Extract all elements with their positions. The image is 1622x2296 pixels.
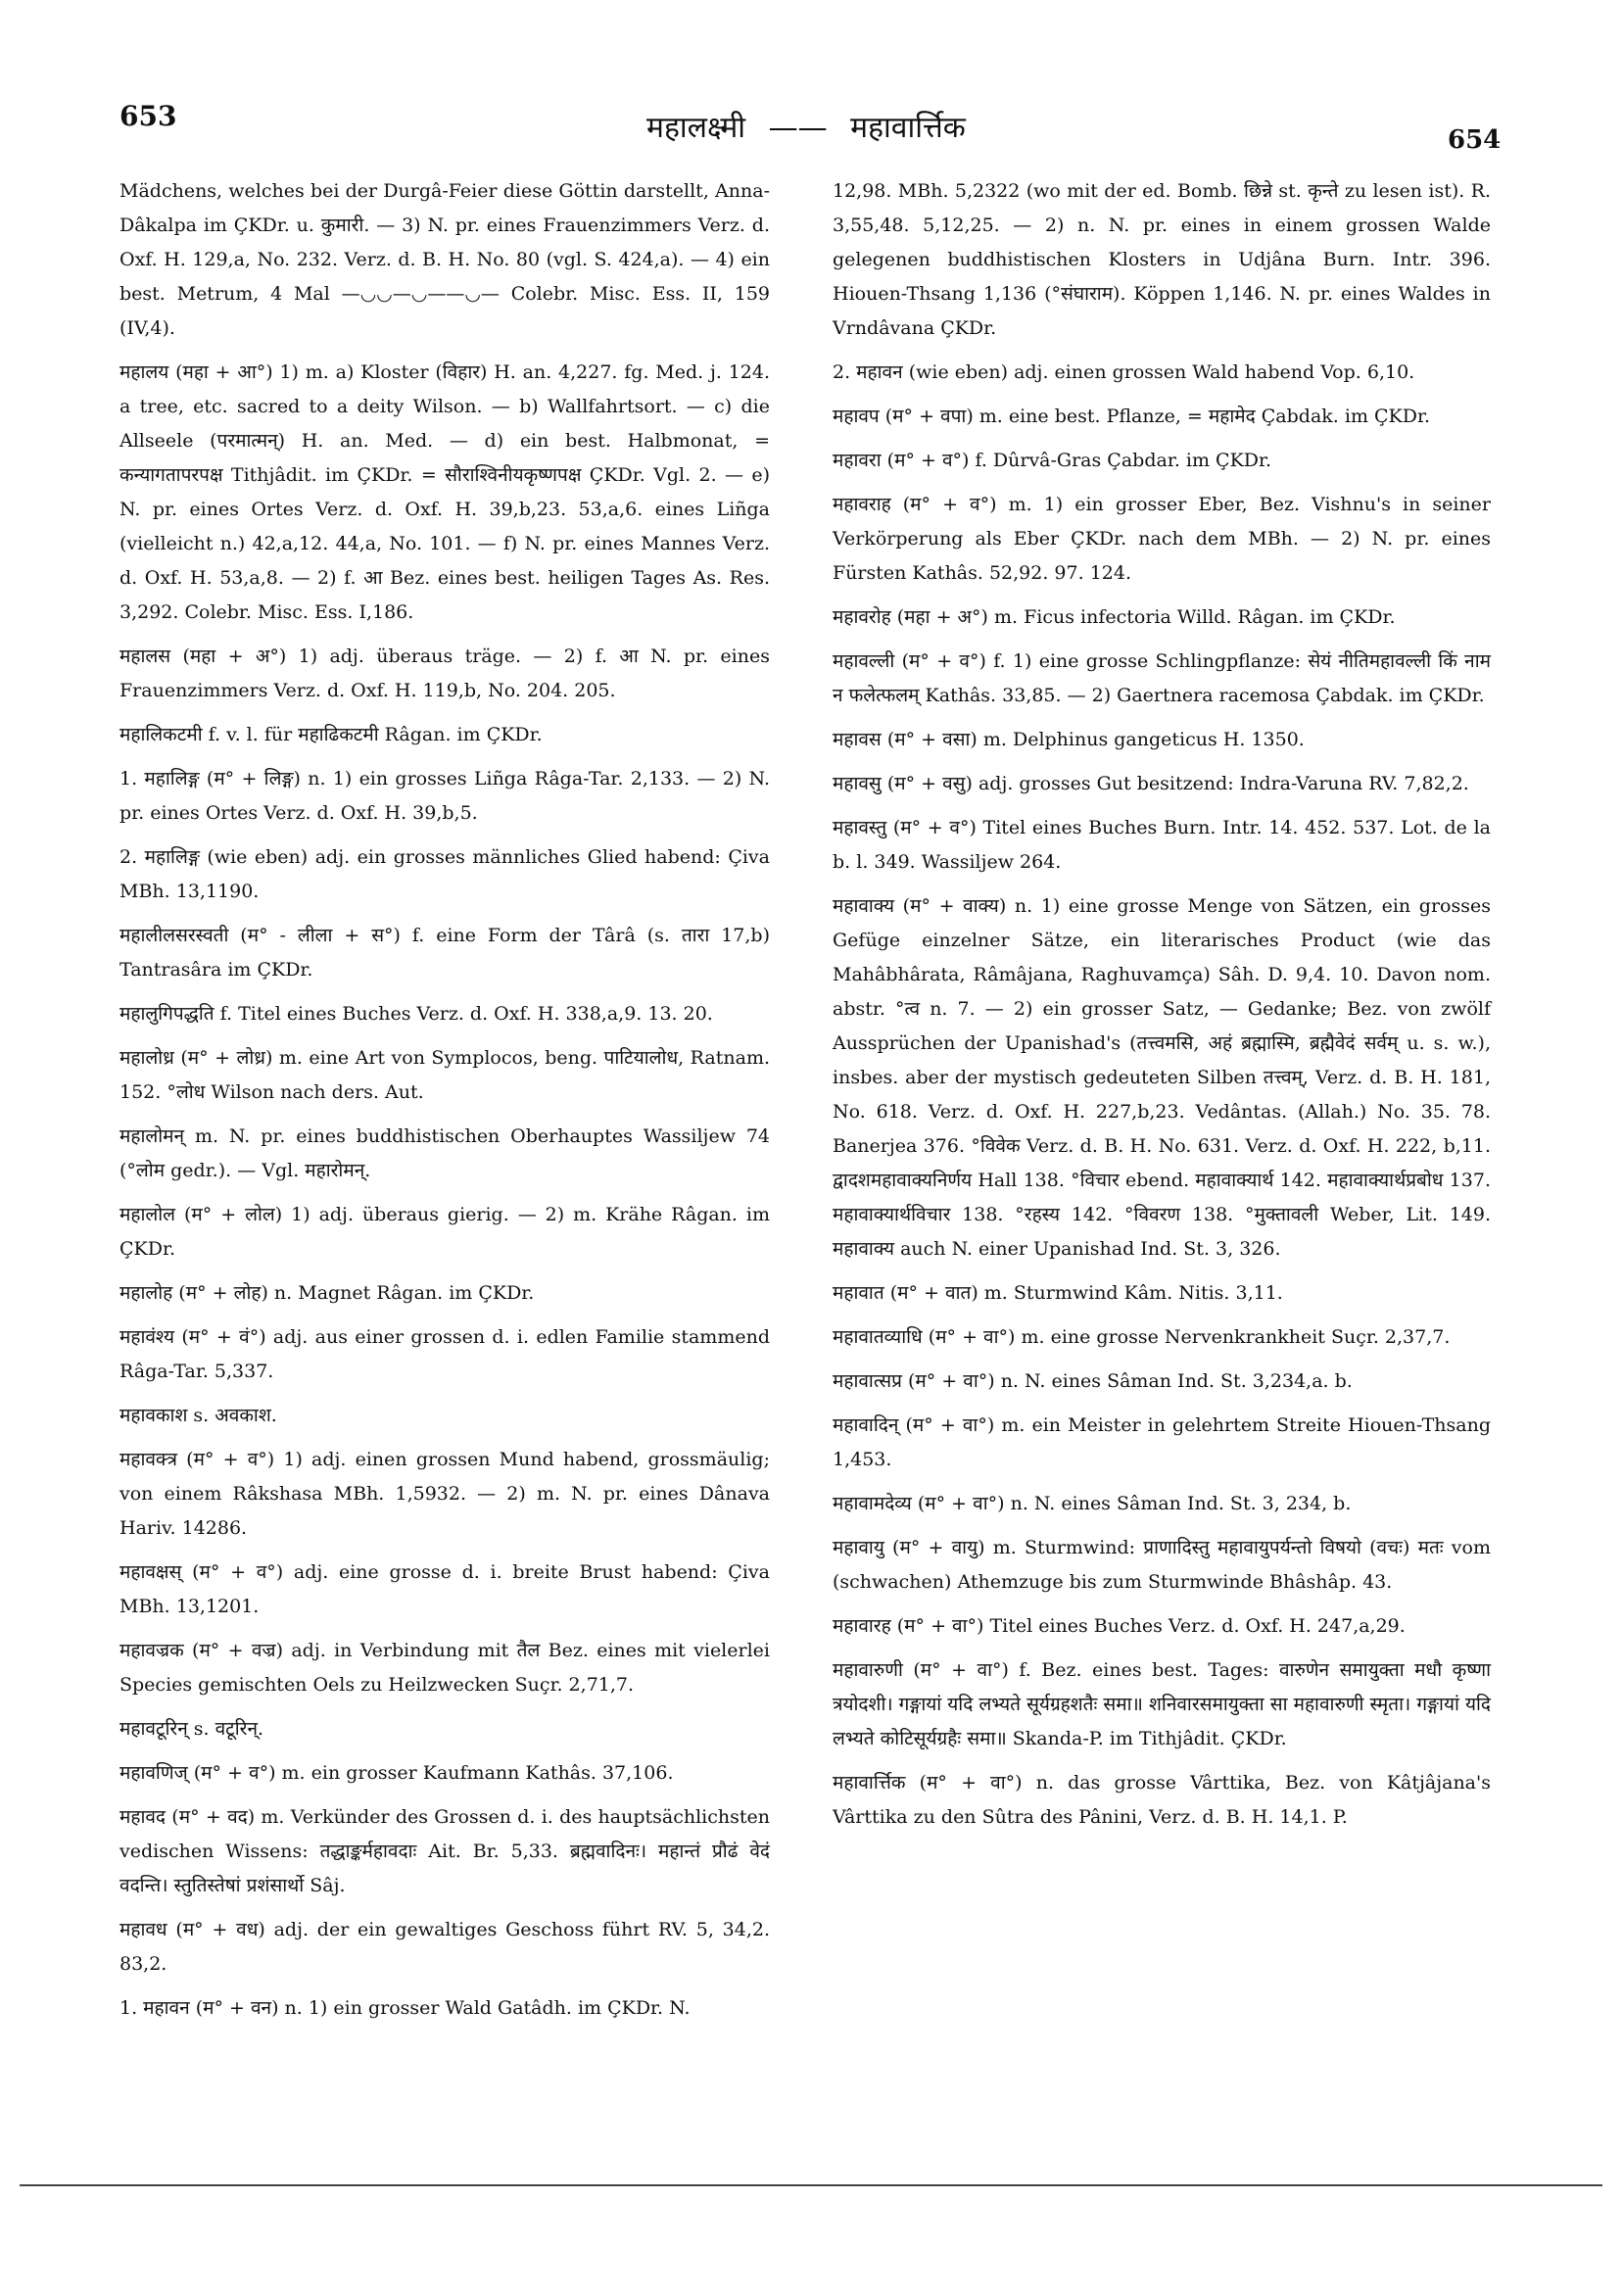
- dictionary-entry: महालोमन् m. N. pr. eines buddhistischen Oberhauptes Wassiljew 74 (°लोम gedr.). — Vgl. महारोमन्.: [119, 1125, 770, 1181]
- dictionary-entry: महावस्तु (म° + व°) Titel eines Buches Burn. Intr. 14. 452. 537. Lot. de la b. l. 349. Wassiljew 264.: [833, 817, 1491, 873]
- dictionary-entry: महावध (म° + वध) adj. der ein gewaltiges Geschoss führt RV. 5, 34,2. 83,2.: [119, 1919, 770, 1975]
- title-left-word: महालक्ष्मी: [646, 111, 746, 145]
- dictionary-entry: महावारह (म° + वा°) Titel eines Buches Verz. d. Oxf. H. 247,a,29.: [833, 1615, 1406, 1637]
- dictionary-entry: महालय (महा + आ°) 1) m. a) Kloster (विहार) H. an. 4,227. fg. Med. j. 124. a tree, etc. sacred to a deity Wilson. — b) Wallfahrtsort. — c) die Allseele (परमात्मन्) H. an. Med. — d) ein best. Halbmonat, = कन्यागतापरपक्ष Tithjâdit. im ÇKDr. = सौराश्विनीयकृष्णपक्ष ÇKDr. Vgl. 2. — e) N. pr. eines Ortes Verz. d. Oxf. H. 39,b,23. 53,a,6. eines Liñga (vielleicht n.) 42,a,12. 44,a, No. 101. — f) N. pr. eines Mannes Verz. d. Oxf. H. 53,a,8. — 2) f. आ Bez. eines best. heiligen Tages As. Res. 3,292. Colebr. Misc. Ess. I,186.: [119, 361, 770, 623]
- dictionary-entry: महावज्रक (म° + वज्र) adj. in Verbindung mit तैल Bez. eines mit vielerlei Species gemischten Oels zu Heilzwecken Suçr. 2,71,7.: [119, 1640, 770, 1696]
- dictionary-entry: महावायु (म° + वायु) m. Sturmwind: प्राणादिस्तु महावायुपर्यन्तो विषयो (वचः) मतः vom (schwachen) Athemzuge bis zum Sturmwinde Bhâshâp. 43.: [833, 1537, 1491, 1593]
- dictionary-entry: 2. महावन (wie eben) adj. einen grossen Wald habend Vop. 6,10.: [833, 361, 1415, 383]
- right-column: [833, 174, 1491, 1844]
- dictionary-entry: महावात (म° + वात) m. Sturmwind Kâm. Nitis. 3,11.: [833, 1282, 1283, 1304]
- dictionary-entry: महावरोह (महा + अ°) m. Ficus infectoria Willd. Râgan. im ÇKDr.: [833, 606, 1396, 628]
- left-column: [119, 174, 770, 2035]
- dictionary-entry: Mädchens, welches bei der Durgâ-Feier diese Göttin darstellt, Anna-Dâkalpa im ÇKDr. u. कुमारी. — 3) N. pr. eines Frauenzimmers Verz. d. Oxf. H. 129,a, No. 232. Verz. d. B. H. No. 80 (vgl. S. 424,a). — 4) ein best. Metrum, 4 Mal —◡◡—◡——◡— Colebr. Misc. Ess. II, 159 (IV,4).: [119, 180, 770, 339]
- dictionary-entry: महावणिज् (म° + व°) m. ein grosser Kaufmann Kathâs. 37,106.: [119, 1762, 674, 1784]
- dictionary-entry: महावक्त्र (म° + व°) 1) adj. einen grossen Mund habend, grossmäulig; von einem Râkshasa MBh. 1,5932. — 2) m. N. pr. eines Dânava Hariv. 14286.: [119, 1449, 770, 1539]
- dictionary-entry: महावल्ली (म° + व°) f. 1) eine grosse Schlingpflanze: सेयं नीतिमहावल्ली किं नाम न फलेत्फलम् Kathâs. 33,85. — 2) Gaertnera racemosa Çabdak. im ÇKDr.: [833, 650, 1491, 706]
- dictionary-entry: महालोध्र (म° + लोध्र) m. eine Art von Symplocos, beng. पाटियालोध, Ratnam. 152. °लोध Wilson nach ders. Aut.: [119, 1047, 770, 1103]
- dictionary-entry: महावस (म° + वसा) m. Delphinus gangeticus H. 1350.: [833, 729, 1305, 750]
- dictionary-entry: महावरा (म° + व°) f. Dûrvâ-Gras Çabdar. im ÇKDr.: [833, 450, 1272, 471]
- dictionary-entry: महावंश्य (म° + वं°) adj. aus einer grossen d. i. edlen Familie stammend Râga-Tar. 5,337.: [119, 1326, 770, 1382]
- dictionary-entry: महालुगिपद्धति f. Titel eines Buches Verz. d. Oxf. H. 338,a,9. 13. 20.: [119, 1003, 713, 1025]
- dictionary-entry: महावातव्याधि (म° + वा°) m. eine grosse Nervenkrankheit Suçr. 2,37,7.: [833, 1326, 1451, 1348]
- page-header: [0, 0, 1622, 155]
- dictionary-entry: महावामदेव्य (म° + वा°) n. N. eines Sâman Ind. St. 3, 234, b.: [833, 1493, 1352, 1514]
- dictionary-entry: महावप (म° + वपा) m. eine best. Pflanze, = महामेद Çabdak. im ÇKDr.: [833, 406, 1430, 427]
- dictionary-entry: महालिकटमी f. v. l. für महाढिकटमी Râgan. im ÇKDr.: [119, 724, 543, 745]
- dictionary-entry: 2. महालिङ्ग (wie eben) adj. ein grosses männliches Glied habend: Çiva MBh. 13,1190.: [119, 846, 770, 902]
- dictionary-entry: महावक्षस् (म° + व°) adj. eine grosse d. i. breite Brust habend: Çiva MBh. 13,1201.: [119, 1561, 770, 1617]
- dictionary-entry: 12,98. MBh. 5,2322 (wo mit der ed. Bomb. छिन्ने st. कृन्ते zu lesen ist). R. 3,55,48. 5,12,25. — 2) n. N. pr. eines in einem grossen Walde gelegenen buddhistischen Klosters in Udjâna Burn. Intr. 396. Hiouen-Thsang 1,136 (°संघाराम). Köppen 1,146. N. pr. eines Waldes in Vrndâvana ÇKDr.: [833, 180, 1491, 339]
- dictionary-entry: महावद (म° + वद) m. Verkünder des Grossen d. i. des hauptsächlichsten vedischen Wissens: तद्धाङ्कर्महावदाः Ait. Br. 5,33. ब्रह्मवादिनः। महान्तं प्रौढं वेदं वदन्ति। स्तुतिस्तेषां प्रशंसार्थो Sâj.: [119, 1806, 770, 1896]
- dictionary-entry: महावारुणी (म° + वा°) f. Bez. eines best. Tages: वारुणेन समायुक्ता मधौ कृष्णा त्रयोदशी। गङ्गायां यदि लभ्यते सूर्यग्रहशतैः समा॥ शनिवारसमायुक्ता सा महावारुणी स्मृता। गङ्गायां यदि लभ्यते कोटिसूर्यग्रहैः समा॥ Skanda-P. im Tithjâdit. ÇKDr.: [833, 1659, 1491, 1749]
- page-number-left: 653: [119, 100, 177, 132]
- title-right-word: महावार्त्तिक: [850, 111, 966, 145]
- dictionary-entry: महालोह (म° + लोह) n. Magnet Râgan. im ÇKDr.: [119, 1282, 535, 1304]
- title-dash: ——: [768, 111, 828, 145]
- dictionary-entry: महावात्सप्र (म° + वा°) n. N. eines Sâman Ind. St. 3,234,a. b.: [833, 1370, 1353, 1392]
- page-number-right: 654: [1448, 125, 1502, 155]
- dictionary-entry: महालीलसरस्वती (म° - लीला + स°) f. eine Form der Târâ (s. तारा 17,b) Tantrasâra im ÇKDr.: [119, 925, 770, 981]
- dictionary-entry: महावसु (म° + वसु) adj. grosses Gut besitzend: Indra-Varuna RV. 7,82,2.: [833, 773, 1469, 794]
- dictionary-entry: महावराह (म° + व°) m. 1) ein grosser Eber, Bez. Vishnu's in seiner Verkörperung als Eber ÇKDr. nach dem MBh. — 2) N. pr. eines Fürsten Kathâs. 52,92. 97. 124.: [833, 494, 1491, 584]
- dictionary-entry: महावाक्य (म° + वाक्य) n. 1) eine grosse Menge von Sätzen, ein grosses Gefüge einzelner Sätze, ein literarisches Product (wie das Mahâbhârata, Râmâjana, Raghuvamça) Sâh. D. 9,4. 10. Davon nom. abstr. °त्व n. 7. — 2) ein grosser Satz, — Gedanke; Bez. von zwölf Aussprüchen der Upanishad's (तत्त्वमसि, अहं ब्रह्मास्मि, ब्रह्मैवेदं सर्वम् u. s. w.), insbes. aber der mystisch gedeuteten Silben तत्त्वम्, Verz. d. B. H. 181, No. 618. Verz. d. Oxf. H. 227,b,23. Vedântas. (Allah.) No. 35. 78. Banerjea 376. °विवेक Verz. d. B. H. No. 631. Verz. d. Oxf. H. 222, b,11. द्वादशमहावाक्यनिर्णय Hall 138. °विचार ebend. महावाक्यार्थ 142. महावाक्यार्थप्रबोध 137. महावाक्यार्थविचार 138. °रहस्य 142. °विवरण 138. °मुक्तावली Weber, Lit. 149. महावाक्य auch N. einer Upanishad Ind. St. 3, 326.: [833, 895, 1491, 1260]
- dictionary-entry: महावार्त्तिक (म° + वा°) n. das grosse Vârttika, Bez. von Kâtjâjana's Vârttika zu den Sûtra des Pânini, Verz. d. B. H. 14,1. P.: [833, 1772, 1491, 1828]
- bottom-rule: [20, 2184, 1602, 2186]
- dictionary-entry: महावकाश s. अवकाश.: [119, 1405, 277, 1426]
- dictionary-entry: महालस (महा + अ°) 1) adj. überaus träge. — 2) f. आ N. pr. eines Frauenzimmers Verz. d. Oxf. H. 119,b, No. 204. 205.: [119, 646, 770, 701]
- dictionary-entry: 1. महावन (म° + वन) n. 1) ein grosser Wald Gatâdh. im ÇKDr. N.: [119, 1997, 691, 2019]
- running-title: [646, 106, 966, 146]
- dictionary-entry: महावादिन् (म° + वा°) m. ein Meister in gelehrtem Streite Hiouen-Thsang 1,453.: [833, 1414, 1491, 1470]
- dictionary-entry: 1. महालिङ्ग (म° + लिङ्ग) n. 1) ein grosses Liñga Râga-Tar. 2,133. — 2) N. pr. eines Ortes Verz. d. Oxf. H. 39,b,5.: [119, 768, 770, 824]
- dictionary-entry: महावटूरिन् s. वटूरिन्.: [119, 1718, 264, 1740]
- dictionary-entry: महालोल (म° + लोल) 1) adj. überaus gierig. — 2) m. Krähe Râgan. im ÇKDr.: [119, 1204, 770, 1260]
